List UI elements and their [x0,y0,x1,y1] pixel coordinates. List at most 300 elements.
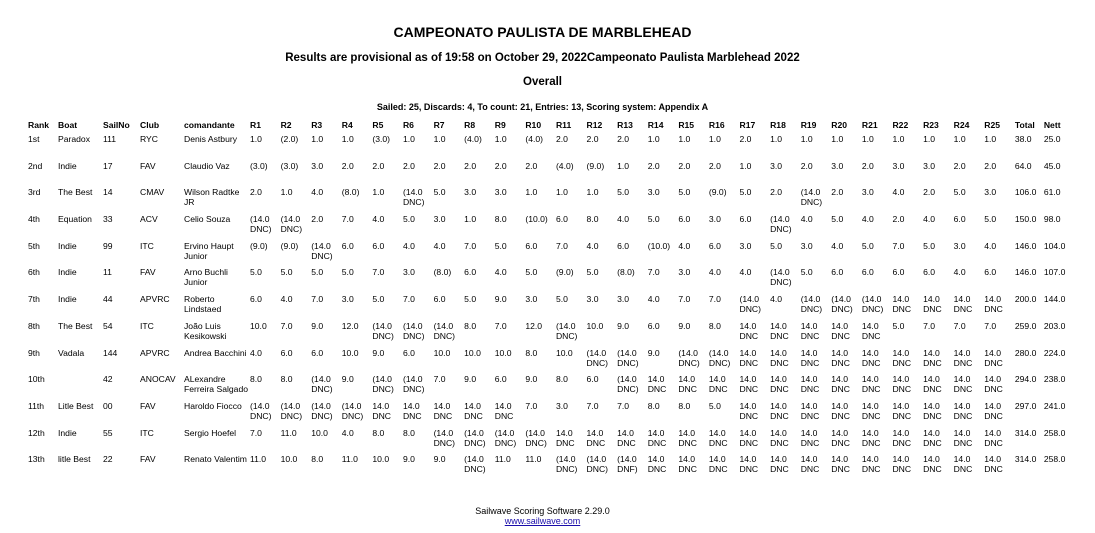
table-row [28,374,1073,401]
table-cell: 9.0 [494,294,507,305]
table-cell: 3.0 [402,267,415,278]
column-header: R21 [861,120,878,130]
table-cell: 10th [28,374,45,385]
table-cell: 14.0 DNC [923,400,942,421]
table-cell: 14.0 DNC [923,427,942,448]
table-cell: 1.0 [617,160,630,171]
table-cell: 14.0 DNC [831,320,850,341]
footer [0,506,1085,526]
table-cell: 203.0 [1043,320,1066,331]
table-cell: 25.0 [1043,134,1061,144]
table-cell: 9.0 [617,320,630,331]
table-cell: 5.0 [555,294,568,305]
table-cell: 14.0 DNC [800,454,820,475]
table-cell: 3.0 [923,160,936,171]
table-cell: 7.0 [617,400,630,411]
table-cell: (14.0 DNC) [311,374,333,395]
table-cell: 14.0 DNC [678,454,697,475]
table-cell: 6.0 [953,214,966,225]
table-cell: (3.0) [372,134,391,144]
table-cell: (9.0) [280,240,299,251]
table-cell: 3.0 [586,294,599,305]
table-cell: (14.0 DNC) [586,347,609,368]
table-cell: 99 [103,240,113,251]
column-header: R11 [555,120,572,130]
table-cell: 1.0 [525,187,538,198]
table-cell: Indie [58,294,77,305]
table-cell: (3.0) [250,160,268,171]
table-cell: 14.0 DNC [647,427,667,448]
column-header: R12 [586,120,603,130]
table-cell: 14.0 DNC [892,294,912,315]
page-title: CAMPEONATO PAULISTA DE MARBLEHEAD [393,24,692,40]
table-cell: 2.0 [708,160,721,171]
table-cell: 14.0 DNC [831,347,850,368]
sailwave-link[interactable]: www.sailwave.com [504,516,581,526]
table-cell: 3.0 [739,240,752,251]
table-cell: ACV [140,214,158,225]
table-cell: 54 [103,320,113,331]
table-cell: 7.0 [953,320,966,331]
table-cell: 12.0 [525,320,543,331]
table-cell: (14.0 DNC) [617,374,639,395]
column-header: R9 [494,120,506,130]
table-cell: 2.0 [311,214,324,225]
table-cell: 7.0 [402,294,415,305]
table-cell: 7.0 [525,400,538,411]
table-cell: 2nd [28,160,43,171]
column-header: R20 [831,120,848,130]
column-header: R25 [984,120,1001,130]
table-cell: 3.0 [525,294,538,305]
table-cell: (8.0) [617,267,635,278]
table-cell: 14.0 DNC [984,427,1003,448]
table-cell: 9.0 [525,374,538,385]
column-header: R8 [464,120,476,130]
table-cell: 14.0 DNC [739,427,759,448]
table-cell: 14.0 DNC [678,427,697,448]
table-cell: 3.0 [953,240,966,251]
table-cell: 8th [28,320,40,331]
table-cell: 1.0 [402,134,415,144]
table-cell: (4.0) [555,160,574,171]
table-cell: 6.0 [708,240,721,251]
table-cell: (14.0 DNC) [861,294,884,315]
column-header: R7 [433,120,445,130]
table-cell: 3.0 [494,187,507,198]
table-cell: 3.0 [800,240,813,251]
column-header: Total [1014,120,1035,130]
table-cell: 2.0 [555,134,568,144]
table-cell: (9.0) [555,267,574,278]
table-cell: 2.0 [647,160,660,171]
table-cell: (14.0 DNC) [311,400,333,421]
table-cell: 297.0 [1014,400,1037,411]
column-header: R23 [923,120,939,130]
table-cell: (14.0 DNC) [494,427,517,448]
column-header: comandante [184,120,235,130]
table-cell: (14.0 DNC) [402,374,425,395]
table-cell: 14.0 DNC [984,454,1003,475]
table-cell: 4.0 [433,240,446,251]
table-cell: 1.0 [923,134,936,144]
table-cell: 9.0 [341,374,354,385]
table-cell: ITC [140,320,154,331]
table-cell: 14.0 DNC [892,400,912,421]
column-header: Club [140,120,160,130]
column-header: R2 [280,120,292,130]
table-cell: (14.0 DNC) [464,427,486,448]
table-cell: 11.0 [280,427,297,438]
table-cell: 2.0 [617,134,630,144]
column-header: SailNo [103,120,130,130]
table-cell: (14.0 DNC) [555,454,578,475]
table-cell: 146.0 [1014,240,1037,251]
table-cell: ALexandre Ferreira Salgado [184,374,249,395]
table-cell: 1.0 [831,134,844,144]
table-row [28,401,1073,428]
table-cell: 3.0 [831,160,844,171]
table-cell: 4.0 [770,294,783,305]
table-cell: 9.0 [647,347,660,358]
table-cell: 14.0 DNC [464,400,483,421]
table-cell: 6.0 [617,240,630,251]
table-row [28,214,1073,241]
table-cell: Denis Astbury [184,134,238,144]
table-cell: 10.0 [311,427,328,438]
table-cell: 7.0 [494,320,507,331]
table-cell: 14.0 DNC [647,454,667,475]
column-header: R15 [678,120,695,130]
column-header: R18 [770,120,786,130]
table-cell: 3.0 [617,294,630,305]
table-cell: 6.0 [311,347,324,358]
table-cell: (9.0) [250,240,268,251]
table-cell: 9th [28,347,40,358]
table-cell: 7th [28,294,40,305]
table-cell: Renato Valentim [184,454,247,465]
table-cell: 5.0 [464,294,477,305]
column-header: R4 [341,120,353,130]
table-row [28,241,1073,268]
table-cell: (14.0 DNC) [372,320,394,341]
table-cell: 14.0 DNC [923,294,942,315]
table-cell: 14.0 DNC [739,454,759,475]
table-cell: 6.0 [341,240,354,251]
table-cell: 14.0 DNC [831,454,850,475]
table-cell: 8.0 [525,347,538,358]
table-cell: 5.0 [739,187,752,198]
table-cell: 4.0 [678,240,691,251]
column-header: R24 [953,120,970,130]
table-cell: 5.0 [341,267,354,278]
table-cell: 9.0 [311,320,324,331]
table-cell: 14.0 DNC [984,347,1003,368]
table-cell: 5.0 [770,240,783,251]
table-cell: litle Best [58,454,91,465]
table-cell: 8.0 [647,400,660,411]
table-cell: 7.0 [464,240,477,251]
table-cell: 7.0 [433,374,446,385]
table-cell: 6.0 [586,374,599,385]
column-header: R22 [892,120,909,130]
table-cell: 314.0 [1014,427,1037,438]
table-cell: 8.0 [555,374,568,385]
table-cell: 6.0 [739,214,752,225]
table-cell: 6.0 [250,294,262,305]
table-cell: (14.0 DNC) [586,454,609,475]
table-cell: ITC [140,240,154,251]
table-cell: (14.0 DNC) [831,294,853,315]
table-cell: FAV [140,267,156,278]
table-cell: 7.0 [586,400,599,411]
table-cell: 14.0 DNC [678,374,697,395]
table-cell: (8.0) [341,187,360,198]
table-cell: 5.0 [708,400,721,411]
table-cell: 14.0 DNC [617,427,636,448]
table-cell: 259.0 [1014,320,1037,331]
table-cell: ANOCAV [140,374,176,385]
table-cell: 13th [28,454,45,465]
table-cell: 14.0 DNC [800,347,820,368]
table-cell: 4.0 [647,294,660,305]
table-cell: 12th [28,427,45,438]
table-row [28,267,1073,294]
table-cell: 45.0 [1043,160,1061,171]
table-cell: 17 [103,160,113,171]
table-cell: 8.0 [372,427,385,438]
table-cell: 144.0 [1043,294,1066,305]
table-cell: (14.0 DNC) [464,454,486,475]
column-header: R13 [617,120,633,130]
table-cell: 5.0 [617,187,630,198]
table-cell: Sergio Hoefel [184,427,237,438]
table-cell: 6.0 [984,267,997,278]
table-cell: (14.0 DNC) [402,320,425,341]
table-cell: 3.0 [892,160,905,171]
table-cell: (8.0) [433,267,452,278]
table-cell: 1.0 [311,134,324,144]
table-cell: 14.0 DNC [831,400,850,421]
table-cell: 9.0 [678,320,691,331]
results-table [28,118,1073,481]
table-cell: 14.0 DNC [739,374,759,395]
table-row [28,348,1073,375]
table-cell: 1.0 [800,134,813,144]
table-cell: (14.0 DNC) [250,214,272,235]
table-cell: 8.0 [280,374,293,385]
table-cell: 8.0 [494,214,507,225]
table-cell: 14.0 DNC [770,427,789,448]
table-cell: 14.0 DNC [770,454,789,475]
table-cell: 4.0 [892,187,905,198]
table-cell: 5.0 [678,187,691,198]
table-cell: 3.0 [341,294,354,305]
table-cell: 8.0 [586,214,599,225]
table-cell: 14.0 DNC [647,374,667,395]
table-cell: 6.0 [372,240,385,251]
table-cell: (14.0 DNC) [525,427,547,448]
table-cell: 4.0 [402,240,415,251]
table-cell: 4.0 [250,347,262,358]
software-credit: Sailwave Scoring Software 2.29.0 [475,506,610,516]
column-header: R5 [372,120,384,130]
table-cell: 107.0 [1043,267,1066,278]
table-cell: 00 [103,400,113,411]
table-header-row [28,118,1073,134]
table-cell: 3rd [28,187,41,198]
table-cell: 2.0 [525,160,538,171]
table-cell: 10.0 [586,320,604,331]
table-cell: FAV [140,454,156,465]
table-cell: 3.0 [678,267,691,278]
table-cell: 14.0 DNC [800,320,820,341]
table-cell: 14.0 DNC [739,347,759,368]
table-cell: (14.0 DNC) [770,267,792,288]
table-cell: 7.0 [984,320,997,331]
table-cell: 14 [103,187,113,198]
table-cell: 3.0 [647,187,660,198]
table-cell: 6.0 [433,294,446,305]
table-cell: APVRC [140,347,170,358]
table-cell: 14.0 DNC [861,320,881,341]
table-cell: 2.0 [402,160,415,171]
table-cell: (14.0 DNC) [372,374,394,395]
table-cell: 14.0 DNC [708,454,728,475]
table-cell: 2.0 [800,160,813,171]
table-cell: 3.0 [708,214,721,225]
table-cell: 14.0 DNC [923,454,942,475]
table-cell: (14.0 DNC) [800,187,823,208]
table-cell: 1.0 [372,187,385,198]
table-cell: 4.0 [923,214,936,225]
table-cell: The Best [58,320,93,331]
table-cell: 11.0 [250,454,267,465]
table-cell: 14.0 DNC [831,427,850,448]
table-cell: Paradox [58,134,91,144]
table-cell: 8.0 [678,400,691,411]
table-cell: 14.0 DNC [708,374,728,395]
table-cell: (14.0 DNC) [280,214,303,235]
table-cell: 14.0 DNC [892,347,912,368]
series-info: Sailed: 25, Discards: 4, To count: 21, Entries: 13, Scoring system: Appendix A [376,102,709,112]
table-cell: (14.0 DNC) [250,400,272,421]
table-cell: 2.0 [433,160,446,171]
table-cell: 7.0 [923,320,936,331]
table-cell: 5.0 [372,294,385,305]
table-cell: 6th [28,267,40,278]
table-cell: 14.0 DNC [708,427,728,448]
table-cell: 14.0 DNC [770,400,789,421]
table-cell: 6.0 [525,240,538,251]
table-cell: 5.0 [250,267,262,278]
table-cell: (10.0) [525,214,548,225]
table-cell: (4.0) [464,134,482,144]
table-cell: 10.0 [494,347,512,358]
column-header: R1 [250,120,261,130]
table-cell: 314.0 [1014,454,1037,465]
table-cell: 1.0 [708,134,721,144]
table-cell: 3.0 [464,187,477,198]
table-cell: 6.0 [923,267,936,278]
table-cell: 3.0 [311,160,324,171]
table-row [28,321,1073,348]
table-cell: 144 [103,347,118,358]
table-cell: 9.0 [402,454,415,465]
table-cell: 3.0 [555,400,568,411]
table-cell: 4.0 [494,267,507,278]
table-cell: 2.0 [494,160,507,171]
table-cell: 5.0 [892,320,905,331]
table-cell: 10.0 [433,347,451,358]
table-cell: (4.0) [525,134,544,144]
table-cell: 4.0 [280,294,293,305]
table-cell: 6.0 [892,267,905,278]
table-cell: (14.0 DNC) [402,187,425,208]
table-cell: 14.0 DNC [372,400,391,421]
column-header: R10 [525,120,542,130]
column-header: R6 [402,120,414,130]
table-cell: 6.0 [464,267,477,278]
table-cell: 2.0 [739,134,752,144]
table-cell: 6.0 [861,267,874,278]
table-cell: 5.0 [280,267,293,278]
table-cell: 1.0 [341,134,354,144]
table-cell: 241.0 [1043,400,1066,411]
table-cell: 14.0 DNC [953,454,973,475]
table-cell: 4.0 [739,267,752,278]
table-cell: 5.0 [984,214,997,225]
table-cell: 224.0 [1043,347,1066,358]
table-cell: 6.0 [494,374,507,385]
table-cell: 1.0 [494,134,507,144]
table-cell: 7.0 [250,427,262,438]
table-cell: 10.0 [250,320,267,331]
table-cell: 2.0 [984,160,997,171]
table-cell [58,374,103,401]
table-cell: (14.0 DNC) [678,347,700,368]
table-cell: 2.0 [341,160,354,171]
table-cell: 4.0 [861,214,874,225]
table-cell: 4.0 [617,214,630,225]
table-cell: 14.0 DNC [494,400,514,421]
table-cell: APVRC [140,294,170,305]
column-header: Nett [1043,120,1061,130]
table-cell: Indie [58,160,77,171]
table-cell: Indie [58,240,77,251]
table-cell: 2.0 [923,187,936,198]
table-cell: (14.0 DNF) [617,454,638,475]
table-cell: 14.0 DNC [984,294,1003,315]
table-cell: 5.0 [953,187,966,198]
table-cell: 14.0 DNC [831,374,850,395]
table-cell: 1.0 [464,214,477,225]
table-row [28,161,1073,188]
table-cell: 2.0 [953,160,966,171]
table-cell: 5.0 [311,267,324,278]
table-cell: 1.0 [586,187,599,198]
table-cell: 1.0 [892,134,905,144]
table-cell: 14.0 DNC [861,427,881,448]
table-cell: 7.0 [555,240,568,251]
table-cell: 7.0 [892,240,905,251]
column-header: Boat [58,120,78,130]
table-cell: 1.0 [984,134,997,144]
table-cell: 4.0 [831,240,844,251]
table-cell: 5.0 [402,214,415,225]
table-cell: (14.0 DNC) [617,347,639,368]
table-cell: (14.0 DNC) [311,240,333,261]
